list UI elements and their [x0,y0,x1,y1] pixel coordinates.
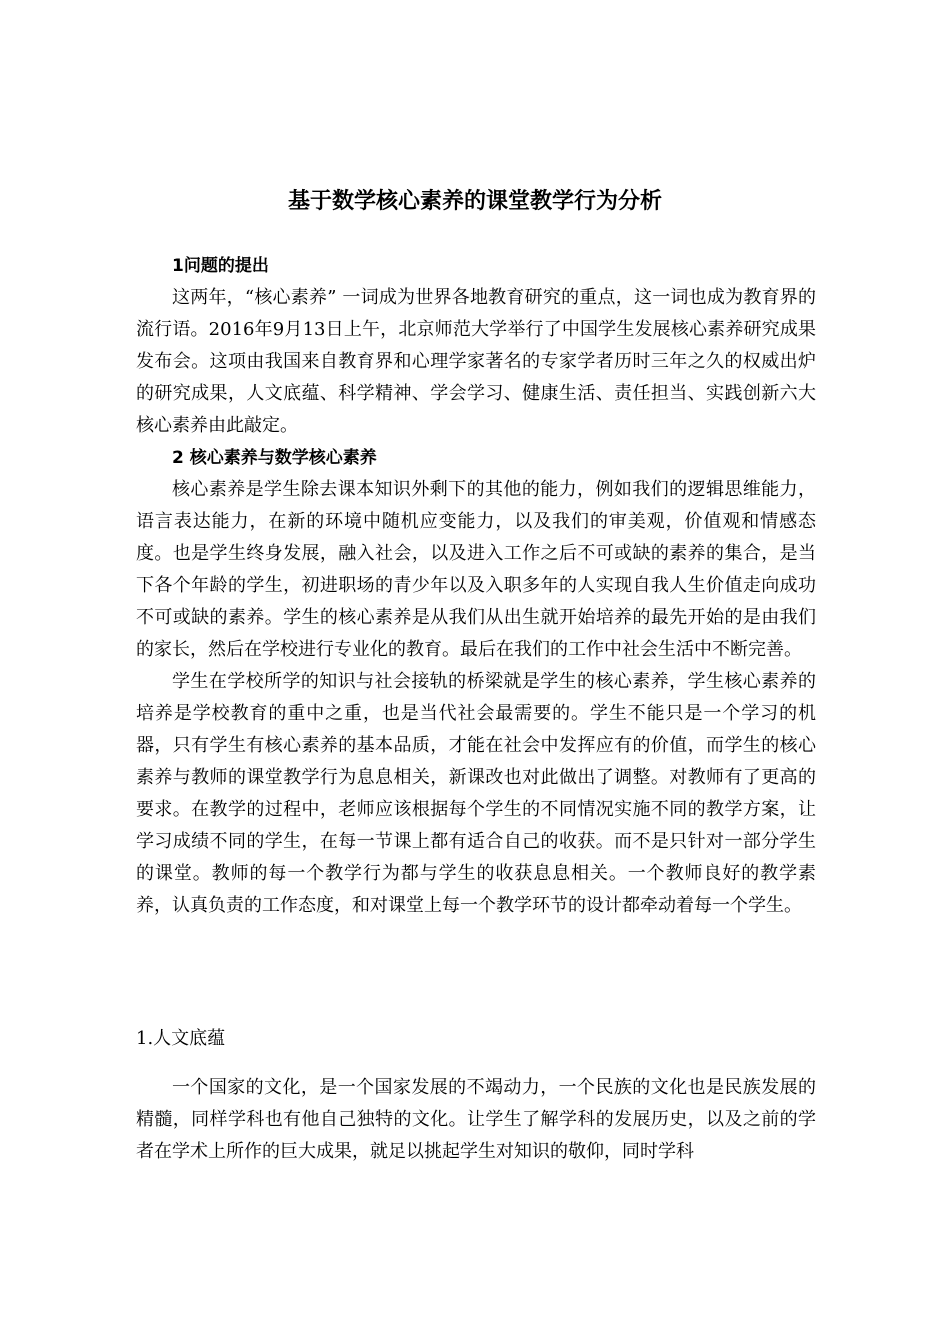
document-title: 基于数学核心素养的课堂教学行为分析 [287,189,662,214]
section-1-heading: 1问题的提出 [172,256,269,276]
document-body [136,250,816,922]
section-2-heading: 2 核心素养与数学核心素养 [172,448,377,468]
section-2-paragraph-2: 学生在学校所学的知识与社会接轨的桥梁就是学生的核心素养，学生核心素养的培养是学校教育的重中之重，也是当代社会最需要的。学生不能只是一个学习的机器，只有学生有核心素养的基本品质，才能在社会中发挥应有的价值，而学生的核心素养与教师的课堂教学行为息息相关，新课改也对此做出了调整。对教师有了更高的要求。在教学的过程中，老师应该根据每个学生的不同情况实施不同的教学方案，让学习成绩不同的学生，在每一节课上都有适合自己的收获。而不是只针对一部分学生的课堂。教师的每一个教学行为都与学生的收获息息相关。一个教师良好的教学素养，认真负责的工作态度，和对课堂上每一个教学环节的设计都牵动着每一个学生。 [136,671,816,916]
subsection-1-paragraph-1: 一个国家的文化，是一个国家发展的不竭动力，一个民族的文化也是民族发展的精髓，同样学科也有他自己独特的文化。让学生了解学科的发展历史，以及之前的学者在学术上所作的巨大成果，就足以挑起学生对知识的敬仰，同时学科 [136,1077,816,1162]
section-1-paragraph-1: 这两年，“核心素养” 一词成为世界各地教育研究的重点，这一词也成为教育界的流行语。2016年9月13日上午，北京师范大学举行了中国学生发展核心素养研究成果发布会。这项由我国来自教育界和心理学家著名的专家学者历时三年之久的权威出炉的研究成果，人文底蕴、科学精神、学会学习、健康生活、责任担当、实践创新六大核心素养由此敲定。 [136,287,816,436]
subsection-1-body [136,1072,816,1168]
section-2-paragraph-1: 核心素养是学生除去课本知识外剩下的其他的能力，例如我们的逻辑思维能力，语言表达能力，在新的环境中随机应变能力，以及我们的审美观，价值观和情感态度。也是学生终身发展，融入社会，以及进入工作之后不可或缺的素养的集合，是当下各个年龄的学生，初进职场的青少年以及入职多年的人实现自我人生价值走向成功不可或缺的素养。学生的核心素养是从我们从出生就开始培养的最先开始的是由我们的家长，然后在学校进行专业化的教育。最后在我们的工作中社会生活中不断完善。 [136,479,816,660]
subsection-1-heading: 1.人文底蕴 [136,1028,226,1049]
